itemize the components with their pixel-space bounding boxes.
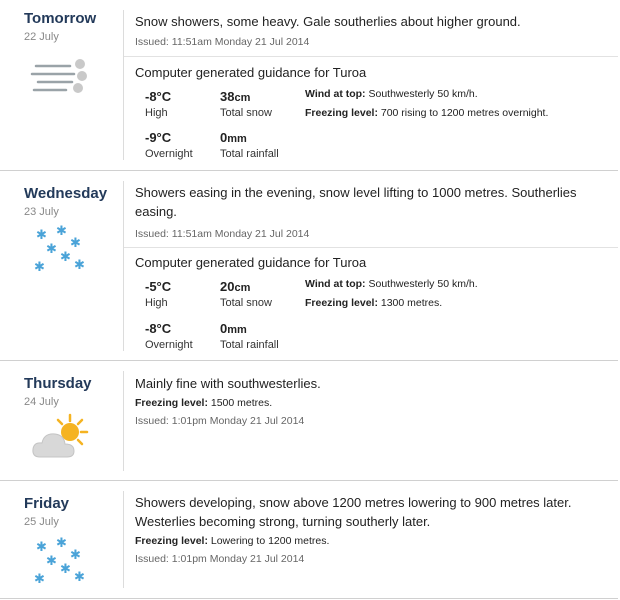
high-temp-label: High	[145, 107, 168, 119]
freeze-label: Freezing level:	[305, 107, 378, 119]
rain-value: 0	[220, 130, 228, 145]
guidance-title: Computer generated guidance for Turoa	[135, 255, 367, 270]
sun-cloud-icon	[30, 411, 90, 461]
day-header	[0, 361, 122, 481]
column-divider	[123, 10, 124, 160]
freeze-value: 700 rising to 1200 metres overnight.	[380, 107, 549, 119]
overnight-label: Overnight	[145, 148, 193, 160]
forecast-summary: Showers developing, snow above 1200 metres lowering to 900 metres later. Westerlies becoming strong, turning southerly later.	[135, 495, 572, 529]
day-name: Thursday	[24, 375, 92, 392]
svg-text:✱: ✱	[46, 554, 57, 569]
snow-label: Total snow	[220, 107, 272, 119]
high-temp	[145, 89, 171, 119]
day-name: Tomorrow	[24, 10, 97, 27]
snowflakes-icon	[30, 535, 90, 585]
freeze-label: Freezing level:	[135, 397, 208, 409]
forecast-summary: Snow showers, some heavy. Gale southerlies about higher ground.	[135, 14, 521, 29]
forecast-day-wednesday	[0, 170, 618, 361]
snow-value: 38	[220, 89, 235, 104]
svg-text:✱: ✱	[74, 258, 85, 273]
forecast-day-tomorrow	[0, 0, 618, 170]
svg-text:✱: ✱	[56, 536, 67, 551]
svg-text:✱: ✱	[60, 250, 71, 265]
snow-label: Total snow	[220, 297, 272, 309]
issued-time: Issued: 11:51am Monday 21 Jul 2014	[135, 228, 310, 240]
high-temp-label: High	[145, 297, 168, 309]
overnight-value: -8°C	[145, 321, 172, 336]
issued-time: Issued: 11:51am Monday 21 Jul 2014	[135, 36, 310, 48]
freezing-level	[135, 397, 618, 409]
high-temp-value: -8°C	[145, 89, 172, 104]
column-divider	[123, 371, 124, 471]
day-date: 24 July	[24, 396, 59, 408]
freezing-level	[305, 107, 605, 119]
overnight-label: Overnight	[145, 339, 193, 351]
rain-unit: mm	[227, 324, 247, 336]
day-date: 25 July	[24, 516, 59, 528]
svg-text:✱: ✱	[70, 548, 81, 563]
wind-snow-icon	[30, 52, 90, 102]
day-name: Wednesday	[24, 185, 108, 202]
wind-value: Southwesterly 50 km/h.	[368, 88, 478, 100]
day-header	[0, 0, 122, 170]
wind-at-top	[305, 278, 605, 290]
day-date: 22 July	[24, 31, 59, 43]
forecast-day-thursday	[0, 360, 618, 481]
freezing-level	[135, 535, 618, 547]
svg-text:✱: ✱	[70, 236, 81, 251]
rain-label: Total rainfall	[220, 148, 279, 160]
day-date: 23 July	[24, 206, 59, 218]
total-rainfall	[220, 130, 279, 160]
day-header	[0, 481, 122, 598]
snow-unit: cm	[234, 92, 251, 104]
day-name: Friday	[24, 495, 70, 512]
freeze-label: Freezing level:	[135, 535, 208, 547]
svg-text:✱: ✱	[60, 562, 71, 577]
guidance-panel	[135, 65, 618, 160]
svg-text:✱: ✱	[36, 228, 47, 243]
forecast-summary: Mainly fine with southwesterlies.	[135, 376, 321, 391]
snow-value: 20	[220, 279, 235, 294]
svg-text:✱: ✱	[34, 572, 45, 585]
forecast-summary: Showers easing in the evening, snow level lifting to 1000 metres. Southerlies easing.	[135, 185, 577, 219]
guidance-panel	[135, 255, 618, 351]
overnight-temp	[145, 321, 193, 351]
snowflakes-icon	[30, 223, 90, 273]
wind-at-top	[305, 88, 605, 100]
freeze-value: 1500 metres.	[210, 397, 273, 409]
svg-text:✱: ✱	[74, 570, 85, 585]
overnight-temp	[145, 130, 193, 160]
total-snow	[220, 89, 272, 119]
snow-unit: cm	[234, 282, 251, 294]
freeze-value: Lowering to 1200 metres.	[210, 535, 330, 547]
high-temp	[145, 279, 171, 309]
wind-label: Wind at top:	[305, 278, 366, 290]
guidance-title: Computer generated guidance for Turoa	[135, 65, 367, 80]
svg-text:✱: ✱	[46, 242, 57, 257]
rain-unit: mm	[227, 133, 247, 145]
section-separator	[124, 56, 618, 57]
issued-time: Issued: 1:01pm Monday 21 Jul 2014	[135, 553, 305, 565]
issued-time: Issued: 1:01pm Monday 21 Jul 2014	[135, 415, 305, 427]
wind-value: Southwesterly 50 km/h.	[368, 278, 478, 290]
forecast-day-friday	[0, 480, 618, 599]
column-divider	[123, 491, 124, 588]
svg-text:✱: ✱	[36, 540, 47, 555]
rain-value: 0	[220, 321, 228, 336]
total-snow	[220, 279, 272, 309]
section-separator	[124, 247, 618, 248]
overnight-value: -9°C	[145, 130, 172, 145]
svg-text:✱: ✱	[34, 260, 45, 273]
total-rainfall	[220, 321, 279, 351]
svg-text:✱: ✱	[56, 224, 67, 239]
high-temp-value: -5°C	[145, 279, 172, 294]
wind-label: Wind at top:	[305, 88, 366, 100]
day-header	[0, 171, 122, 361]
rain-label: Total rainfall	[220, 339, 279, 351]
freezing-level	[305, 297, 605, 309]
freeze-label: Freezing level:	[305, 297, 378, 309]
freeze-value: 1300 metres.	[380, 297, 443, 309]
column-divider	[123, 181, 124, 351]
